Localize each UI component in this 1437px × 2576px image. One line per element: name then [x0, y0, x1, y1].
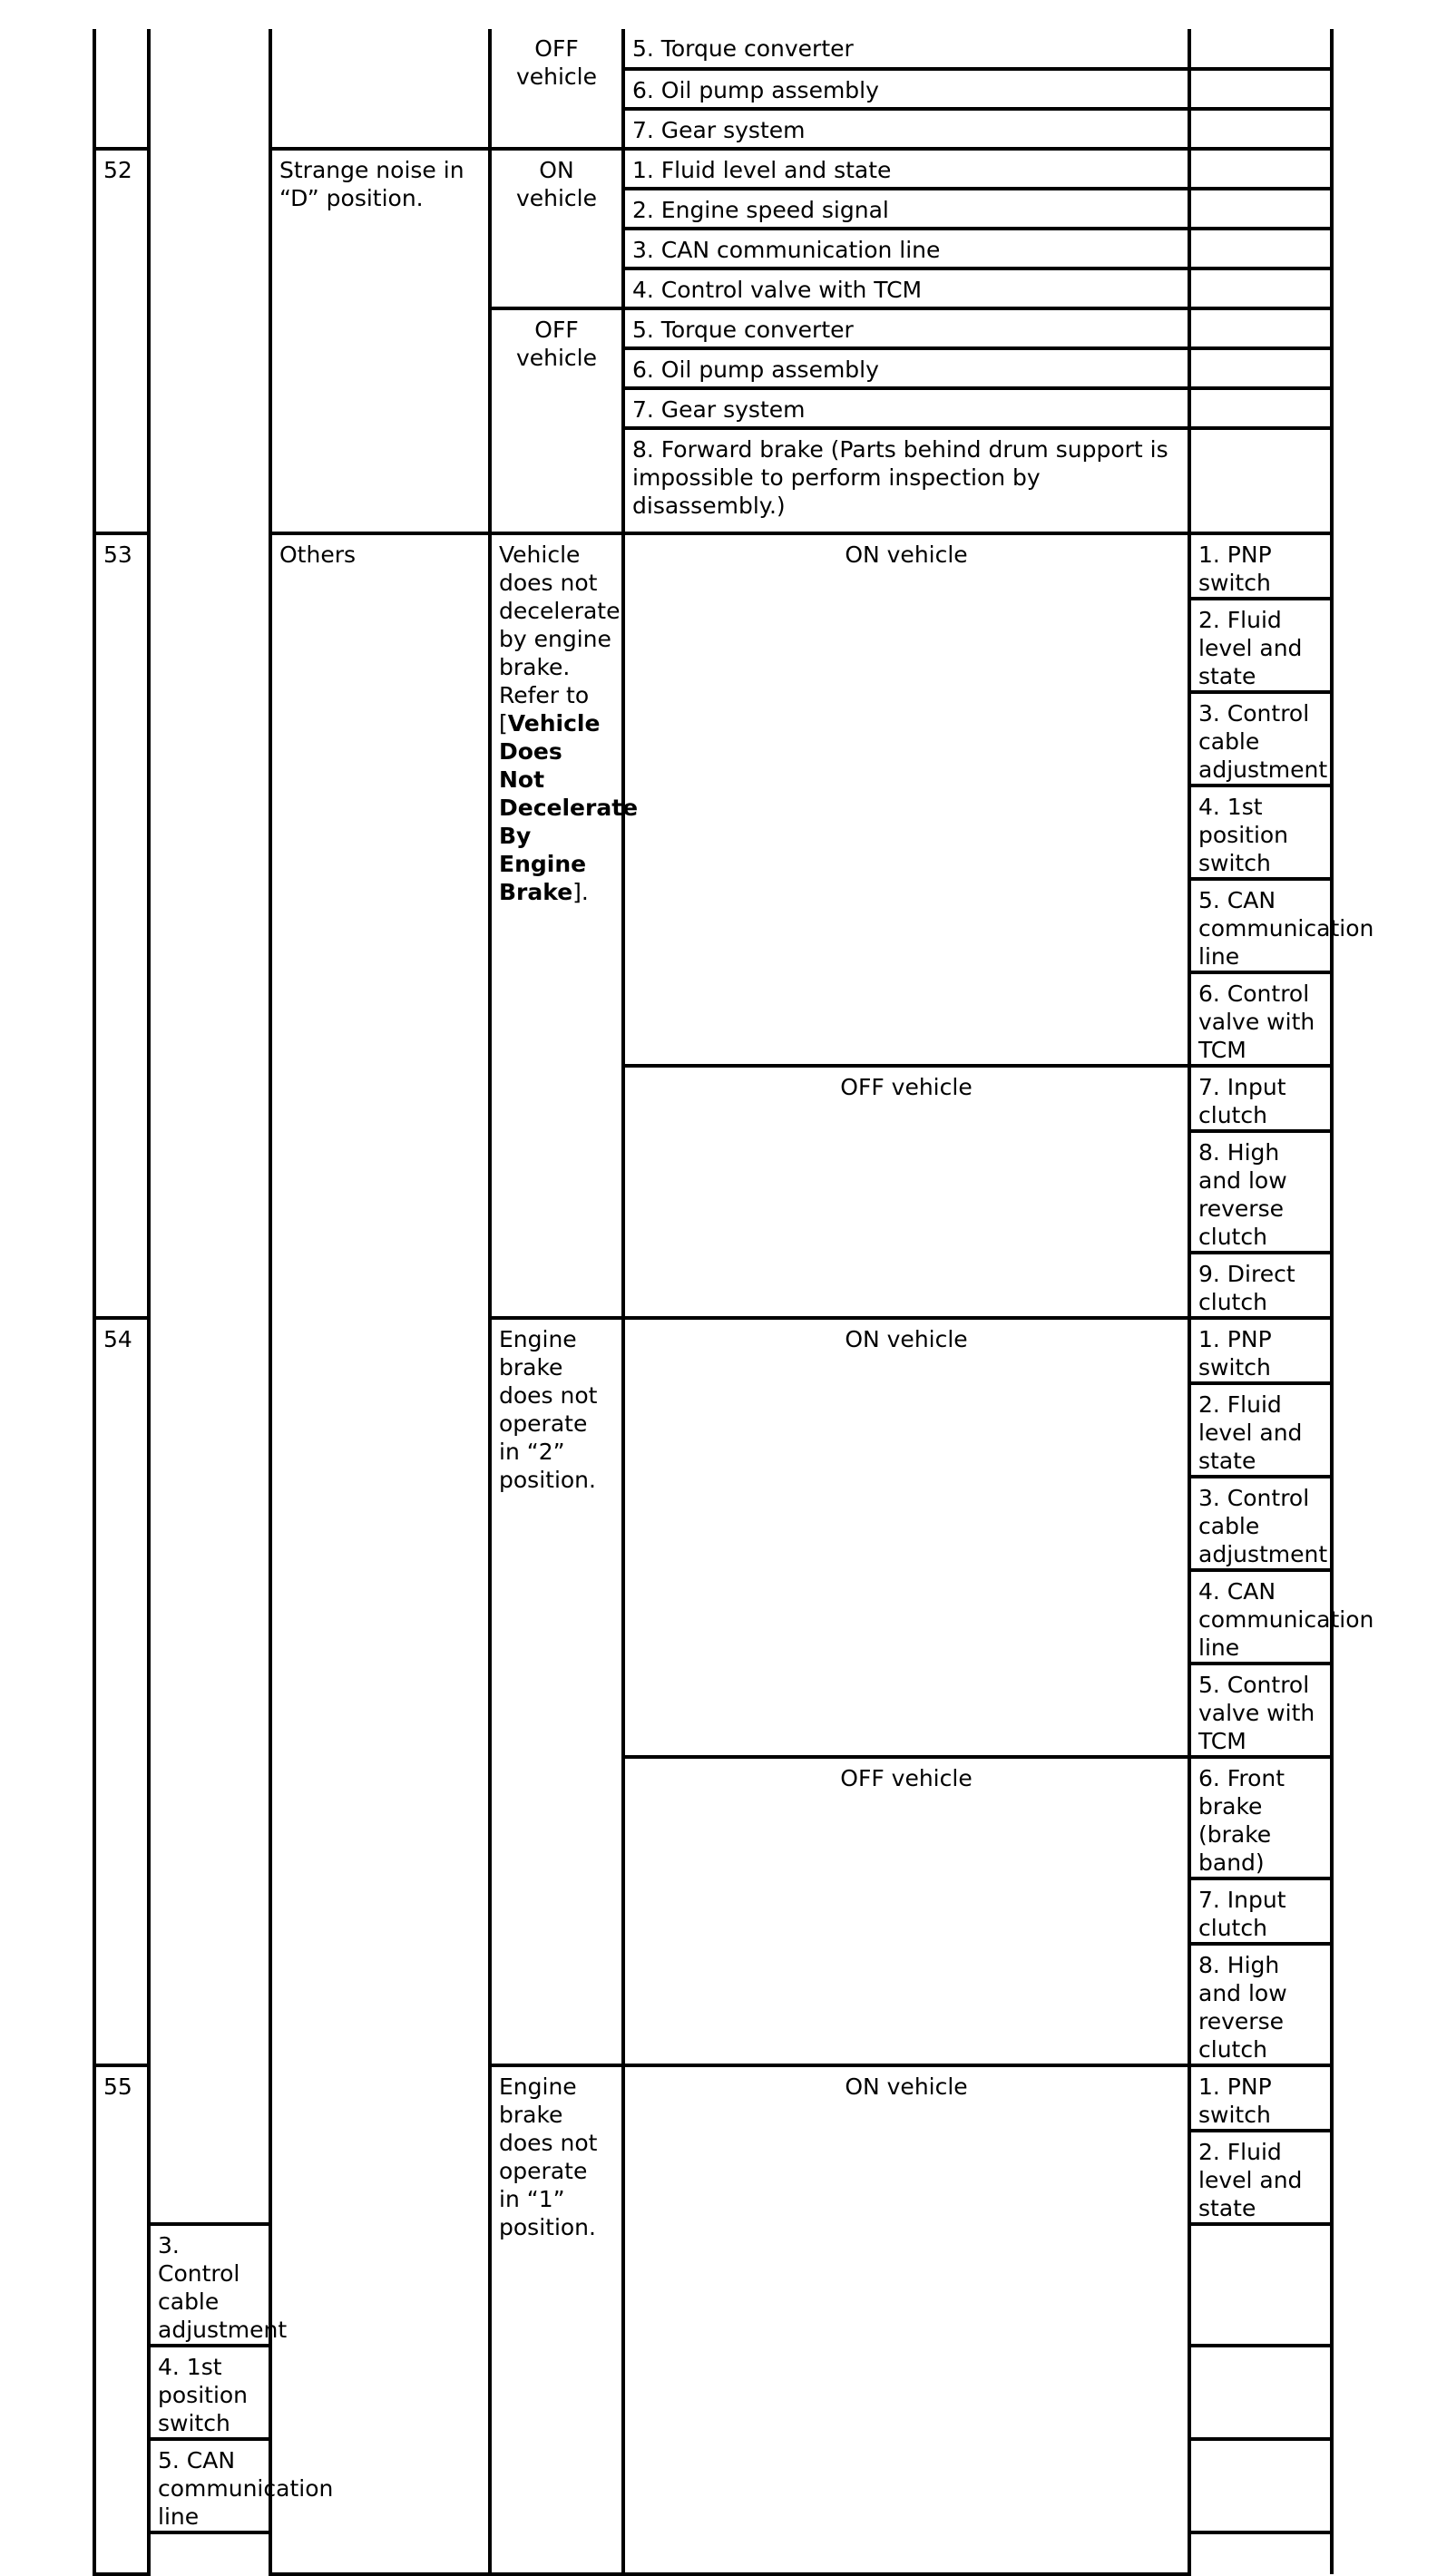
check-item: 2. Fluid level and state: [1189, 2131, 1332, 2224]
check-item: 4. 1st position switch: [149, 2346, 270, 2439]
condition-cell: ON vehicle: [623, 2065, 1189, 2574]
table-row: [94, 29, 1332, 69]
check-item: 5. Control valve with TCM: [1189, 1664, 1332, 1757]
check-item: 5. Torque converter: [623, 29, 1189, 69]
reference-cell: [1189, 29, 1332, 69]
number-cell: 54: [94, 1318, 149, 2065]
check-item: 3. CAN communication line: [623, 229, 1189, 268]
check-item: 3. Control cable adjustment: [1189, 692, 1332, 785]
table-row: [94, 533, 1332, 599]
check-item: 1. PNP switch: [1189, 1318, 1332, 1383]
condition-cell: ON vehicle: [623, 533, 1189, 1066]
check-item: 1. Fluid level and state: [623, 149, 1189, 189]
check-item: 7. Input clutch: [1189, 1066, 1332, 1131]
check-item: 3. Control cable adjustment: [149, 2224, 270, 2346]
reference-cell: [1189, 109, 1332, 149]
number-cell: 55: [94, 2065, 149, 2574]
number-cell: [94, 29, 149, 149]
check-item: 7. Gear system: [623, 109, 1189, 149]
reference-cell: [1189, 268, 1332, 308]
number-cell: 53: [94, 533, 149, 1318]
check-item: 2. Fluid level and state: [1189, 599, 1332, 692]
check-item: 7. Gear system: [623, 388, 1189, 428]
bracket-close: ].: [572, 879, 589, 905]
table-row: [94, 149, 1332, 189]
condition-cell: OFF vehicle: [623, 1066, 1189, 1318]
symptom-cell: Engine brake does not operate in “2” position.: [490, 1318, 623, 2065]
check-item: [149, 2532, 270, 2574]
check-item: 4. CAN communication line: [1189, 1570, 1332, 1664]
bracket-open: [: [499, 710, 508, 737]
check-item: 6. Control valve with TCM: [1189, 972, 1332, 1066]
reference-cell: [1189, 2346, 1332, 2439]
category-cell: Others: [270, 533, 490, 2574]
number-cell: 52: [94, 149, 149, 533]
reference-cell: [1189, 149, 1332, 189]
reference-cell: [1189, 189, 1332, 229]
condition-cell: OFF vehicle: [623, 1757, 1189, 2065]
condition-cell: ON vehicle: [623, 1318, 1189, 1757]
check-item: 5. Torque converter: [623, 308, 1189, 348]
check-item: 9. Direct clutch: [1189, 1253, 1332, 1318]
reference-cell: [1189, 308, 1332, 348]
check-item: 8. High and low reverse clutch: [1189, 1131, 1332, 1253]
check-item: 5. CAN communication line: [1189, 879, 1332, 972]
check-item: 2. Engine speed signal: [623, 189, 1189, 229]
reference-cell: [1189, 229, 1332, 268]
reference-cell: [1189, 69, 1332, 109]
check-item: 3. Control cable adjustment: [1189, 1477, 1332, 1570]
check-item: 8. Forward brake (Parts behind drum support is impossible to perform inspection by disassembly.): [623, 428, 1189, 533]
category-cell: [149, 29, 270, 2224]
reference-cell: [1189, 428, 1332, 533]
refer-text: Refer to: [499, 682, 590, 708]
check-item: 5. CAN communication line: [149, 2439, 270, 2532]
symptom-text: Vehicle does not decelerate by engine brake.: [499, 542, 621, 680]
reference-link-wrapper: [499, 709, 639, 906]
reference-cell: [1189, 2224, 1332, 2346]
symptom-cell: [490, 533, 639, 1318]
check-item: 6. Front brake (brake band): [1189, 1757, 1332, 1878]
diagnosis-table: [93, 29, 1374, 2576]
reference-cell: [1189, 2439, 1332, 2532]
reference-cell: [1189, 348, 1332, 388]
check-item: 7. Input clutch: [1189, 1878, 1332, 1944]
symptom-cell: [270, 29, 490, 149]
check-item: 4. 1st position switch: [1189, 785, 1332, 879]
check-item: 2. Fluid level and state: [1189, 1383, 1332, 1477]
condition-cell: ON vehicle: [490, 149, 623, 308]
check-item: 1. PNP switch: [1189, 2065, 1332, 2131]
symptom-cell: Engine brake does not operate in “1” position.: [490, 2065, 623, 2574]
condition-cell: OFF vehicle: [490, 29, 623, 149]
check-item: 6. Oil pump assembly: [623, 69, 1189, 109]
condition-cell: OFF vehicle: [490, 308, 623, 533]
check-item: 1. PNP switch: [1189, 533, 1332, 599]
check-item: 6. Oil pump assembly: [623, 348, 1189, 388]
check-item: 8. High and low reverse clutch: [1189, 1944, 1332, 2065]
reference-cell: [1189, 388, 1332, 428]
reference-cell: [1189, 2532, 1332, 2574]
check-item: 4. Control valve with TCM: [623, 268, 1189, 308]
symptom-cell: Strange noise in “D” position.: [270, 149, 490, 533]
reference-link[interactable]: Vehicle Does Not Decelerate By Engine Brake: [499, 710, 639, 905]
